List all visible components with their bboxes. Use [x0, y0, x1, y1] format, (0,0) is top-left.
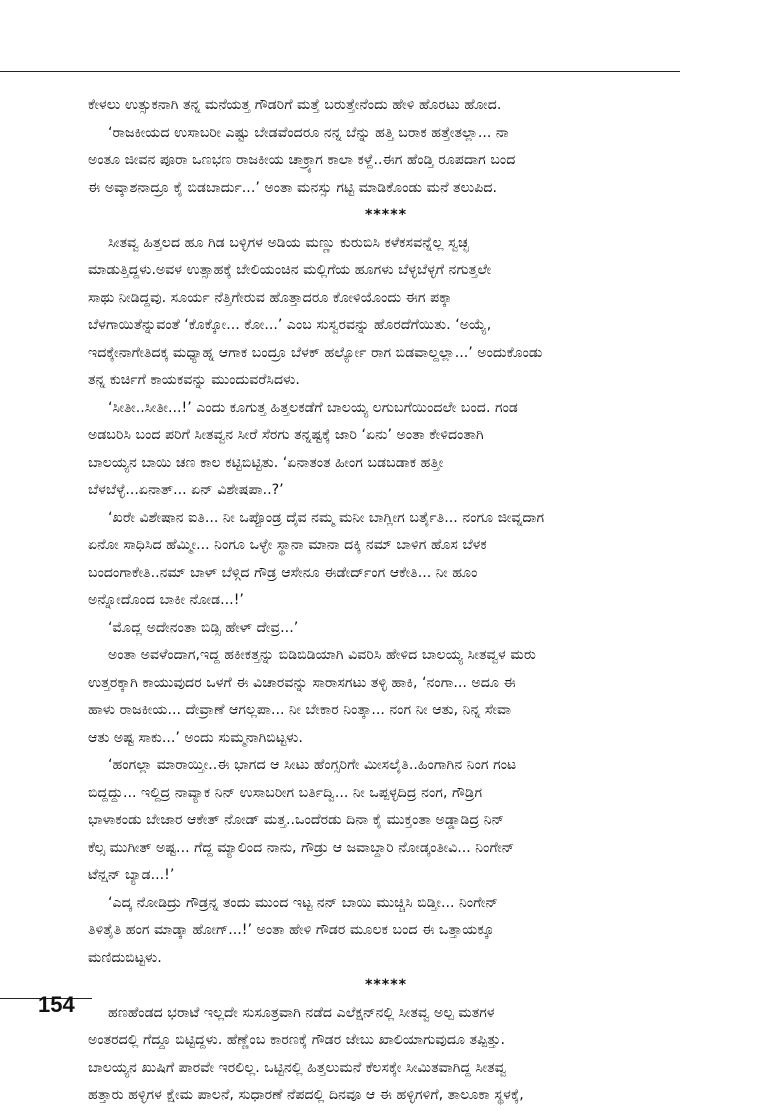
text-line: ಈ ಅವ್ಕಾಶನಾದ್ರೂ ಕೈ ಬಿಡಬಾರ್ದು...’ ಅಂತಾ ಮನಸ್ಸು ಗಟ್ಟಿ ಮಾಡಿಕೊಂಡು ಮನೆ ತಲುಪಿದ. — [88, 179, 498, 196]
text-line: ಸೀತವ್ವ ಹಿತ್ತಲದ ಹೂ ಗಿಡ ಬಳ್ಳಿಗಳ ಅಡಿಯ ಮಣ್ಣು ಕುರುಬಿಸಿ ಕಳೆಕಸವನ್ನೆಲ್ಲ ಸ್ವಚ್ಛ — [108, 234, 469, 251]
text-line: ಇದಕ್ಕೇನಾಗೇತಿದಕ್ಕ ಮಧ್ಯಾಹ್ನ ಆಗಾಕ ಬಂದ್ರೂ ಬೆಳಕ್ ಹರ್ಲ್ಯೋ ರಾಗ ಬಿಡವಾಲ್ದಲ್ಲಾ...’ ಅಂದುಕೊಂಡು — [88, 344, 543, 361]
text-line: ಹತ್ತಾರು ಹಳ್ಳಿಗಳ ಕ್ಷೇಮ ಪಾಲನೆ, ಸುಧಾರಣೆ ನೆಪದಲ್ಲಿ ದಿನವೂ ಆ ಈ ಹಳ್ಳಿಗಳಿಗೆ, ತಾಲೂಕಾ ಸ್ಥಳಕ್ಕೆ, — [88, 1087, 524, 1103]
text-line: ಅಂತಾ ಅವಳೆಂದಾಗ,ಇದ್ದ ಹಕೀಕತ್ತನ್ನು ಬಿಡಿಬಿಡಿಯಾಗಿ ವಿವರಿಸಿ ಹೇಳಿದ ಬಾಲಯ್ಯ ಸೀತವ್ವಳ ಮರು — [108, 647, 536, 663]
header-rule — [0, 71, 680, 72]
text-line: ಟೆನ್ಷನ್ ಬ್ಯಾಡ...!’ — [88, 867, 175, 883]
body-text — [88, 92, 684, 1110]
text-line: ತಿಳಿತೈತಿ ಹಂಗ ಮಾಡ್ಕಾ ಹೋಗ್...!’ ಅಂತಾ ಹೇಳಿ ಗೌಡರ ಮೂಲಕ ಬಂದ ಈ ಒತ್ತಾಯಕ್ಕೂ — [88, 922, 495, 938]
text-line: ಆತು ಅಷ್ಟ ಸಾಕು...’ ಅಂದು ಸುಮ್ಮನಾಗಿಬಿಟ್ಟಳು. — [88, 729, 303, 746]
text-line: ಬಾಲಯ್ಯನ ಖುಷಿಗೆ ಪಾರವೇ ಇರಲಿಲ್ಲ. ಒಟ್ಟಿನಲ್ಲಿ ಹಿತ್ತಲುಮನೆ ಕೆಲಸಕ್ಕೇ ಸೀಮಿತವಾಗಿದ್ದ ಸೀತವ್ವ — [88, 1059, 507, 1076]
text-line: ‘ಸೀತೀ..ಸೀತೀ...!’ ಎಂದು ಕೂಗುತ್ತ ಹಿತ್ತಲಕಡೆಗೆ ಬಾಲಯ್ಯ ಲಗುಬಗೆಯಿಂದಲೇ ಬಂದ. ಗಂಡ — [108, 399, 518, 416]
text-line: ಅಂತೂ ಜೀವನ ಪೂರಾ ಒಣಭಣ ರಾಜಕೀಯ ಚಾಕ್ರ್ಯಾಗ ಕಾಲಾ ಕಳ್ದೆ..ಈಗ ಹೆಂಡ್ತಿ ರೂಪದಾಗ ಬಂದ — [88, 152, 516, 168]
text-line: ತನ್ನ ಕುರ್ಚಿಗೆ ಕಾಯಕವನ್ನು ಮುಂದುವರೆಸಿದಳು. — [88, 372, 300, 388]
text-line: ಸಾಥು ನೀಡಿದ್ದವು. ಸೂರ್ಯ ನೆತ್ತಿಗೇರುವ ಹೊತ್ತಾದರೂ ಕೋಳಿಯೊಂದು ಈಗ ಪಕ್ಕಾ — [88, 289, 452, 306]
text-line: ಬೆಳಬೆಳ್ಳೆ...ಏನಾತ್... ಏನ್ ವಿಶೇಷಪಾ..?’ — [88, 482, 284, 498]
section-separator: ***** — [364, 207, 408, 223]
text-line: ಅಂತರದಲ್ಲಿ ಗೆದ್ದೂ ಬಿಟ್ಟಿದ್ದಳು. ಹೆಣ್ಣೆಂಬ ಕಾರಣಕ್ಕೆ ಗೌಡರ ಜೇಬು ಖಾಲಿಯಾಗುವುದೂ ತಪ್ಪಿತ್ತು. — [88, 1032, 506, 1048]
text-line: ‘ರಾಜಕೀಯದ ಉಸಾಬರೀ ಎಷ್ಟು ಬೇಡವೆಂದರೂ ನನ್ನ ಬೆನ್ನು ಹತ್ತಿ ಬರಾಕ ಹತ್ತೇತಲ್ಲಾ... ನಾ — [108, 124, 509, 141]
text-line: ಬಂದಂಗಾಕೇತಿ..ನಮ್ ಬಾಳ್ ಬೆಳ್ಗಿದ ಗೌಡ್ರ ಆಸೇನೂ ಈಡೇರ್ದ್ಂಗ ಆಕೇತಿ... ನೀ ಹೂಂ — [88, 564, 478, 581]
text-line: ಹಣಹೆಂಡದ ಭರಾಟೆ ಇಲ್ಲದೇ ಸುಸೂತ್ರವಾಗಿ ನಡೆದ ಎಲೆಕ್ಷನ್‌ನಲ್ಲಿ ಸೀತವ್ವ ಅಲ್ಪ ಮತಗಳ — [108, 1004, 495, 1021]
section-separator: ***** — [364, 977, 408, 993]
text-line: ಭಾಳಾಕಂಡು ಬೇಜಾರ ಆಕೇತ್ ನೋಡ್ ಮತ್ತ..ಒಂದೆರಡು ದಿನಾ ಕೈ ಮುಕ್ತಂತಾ ಅಡ್ಡಾಡಿದ್ರ ನಿನ್ — [88, 812, 505, 828]
text-line: ಮಾಡುತ್ತಿದ್ದಳು.ಅವಳ ಉತ್ಸಾಹಕ್ಕೆ ಬೇಲಿಯಂಚಿನ ಮಲ್ಲಿಗೆಯ ಹೂಗಳು ಬೆಳ್ಳಬೆಳ್ಳಗೆ ನಗುತ್ತಲೇ — [88, 262, 492, 278]
text-line: ‘ಖರೇ ವಿಶೇಷಾನ ಐತಿ... ನೀ ಒಪ್ಪೊಂಡ್ರ ದೈವ ನಮ್ಮ ಮನೀ ಬಾಗ್ಲೀಗ ಬರ್ತೈತಿ... ನಂಗೂ ಜೀವ್ನದಾಗ — [108, 509, 545, 526]
text-line: ‘ಹಂಗಲ್ಲಾ ಮಾರಾಯ್ತೀ..ಈ ಭಾಗದ ಆ ಸೀಟು ಹೆಂಗ್ಸರಿಗೇ ಮೀಸಲೈತಿ..ಹಿಂಗಾಗಿನ ನಿಂಗ ಗಂಟ — [108, 757, 517, 773]
text-line: ಬಿದ್ದದ್ದು... ಇಲ್ದಿದ್ರ ನಾವ್ಯಾಕ ನಿನ್ ಉಸಾಬರೀಗ ಬರ್ತಿದ್ವಿ... ನೀ ಒಪ್ಪಳ್ಳದಿದ್ರ ನಂಗ, ಗೌಡ್ರಿಗ — [88, 784, 483, 801]
text-line: ಬೆಳಗಾಯಿತೆನ್ನುವಂತೆ ‘ಕೊಕ್ಕೋ... ಕೋ...’ ಎಂಬ ಸುಸ್ವರವನ್ನು ಹೊರದೆಗೆಯಿತು. ‘ಅಯ್ಯೆ, — [88, 317, 492, 333]
text-line: ಉತ್ತರಕ್ಕಾಗಿ ಕಾಯುವುದರ ಒಳಗೆ ಈ ವಿಚಾರವನ್ನು ಸಾರಾಸಗಟು ತಳ್ಳಿ ಹಾಕಿ, ‘ನಂಗಾ... ಅದೂ ಈ — [88, 674, 516, 691]
text-line: ಹಾಳು ರಾಜಕೀಯ... ದೇವ್ರಾಣೆ ಆಗಲ್ಲಪಾ... ನೀ ಬೇಕಾರ ನಿಂತ್ಕಾ... ನಂಗ ನೀ ಆತು, ನಿನ್ನ ಸೇವಾ — [88, 702, 512, 718]
text-line: ‘ಮೊದ್ಲ ಅದೇನಂತಾ ಬಿಡ್ಸಿ ಹೇಳ್ ದೇವ್ರ...’ — [108, 619, 299, 636]
text-line: ಕೆಲ್ಸ ಮುಗೀತ್ ಅಷ್ಟ... ಗೆದ್ದ ಮ್ಯಾಲಿಂದ ನಾನು, ಗೌಡ್ರು ಆ ಜವಾಬ್ದಾರಿ ನೋಡ್ಕಂತೀವಿ... ನಿಂಗೇನ್ — [88, 839, 515, 856]
text-line: ‘ಎದ್ಕ ನೋಡಿದ್ರು ಗೌಡ್ರನ್ನ ತಂದು ಮುಂದ ಇಟ್ಟ ನನ್ ಬಾಯಿ ಮುಚ್ಚಿಸಿ ಬಿಡ್ತೀ... ನಿಂಗೇನ್ — [108, 894, 498, 911]
text-line: ಏನೋ ಸಾಧಿಸಿದ ಹೆಮ್ಮೀ... ನಿಂಗೂ ಒಳ್ಳೇ ಸ್ಥಾನಾ ಮಾನಾ ದಕ್ಕಿ ನಮ್ ಬಾಳಿಗ ಹೊಸ ಬೆಳಕ — [88, 537, 487, 553]
page-number: 154 — [38, 992, 75, 1017]
text-line: ಅನ್ನೋದೊಂದ ಬಾಕೀ ನೋಡ...!’ — [88, 592, 244, 608]
text-line: ಅಡಬರಿಸಿ ಬಂದ ಪರಿಗೆ ಸೀತವ್ವನ ಸೀರೆ ಸೆರಗು ತನ್ನಷ್ಟಕ್ಕೆ ಜಾರಿ ‘ಏನು’ ಅಂತಾ ಕೇಳಿದಂತಾಗಿ — [88, 427, 484, 443]
text-line: ಮಣಿದುಬಿಟ್ಟಳು. — [88, 949, 162, 966]
text-line: ಬಾಲಯ್ಯನ ಬಾಯಿ ಚಣ ಕಾಲ ಕಟ್ಟಿಬಿಟ್ಟಿತು. ‘ಏನಾತಂತ ಹೀಂಗ ಬಡಬಡಾಕ ಹತ್ತೀ — [88, 454, 444, 471]
text-line: ಕೇಳಲು ಉತ್ಸುಕನಾಗಿ ತನ್ನ ಮನೆಯತ್ತ ಗೌಡರಿಗೆ ಮತ್ತೆ ಬರುತ್ತೇನೆಂದು ಹೇಳಿ ಹೊರಟು ಹೋದ. — [88, 97, 502, 113]
